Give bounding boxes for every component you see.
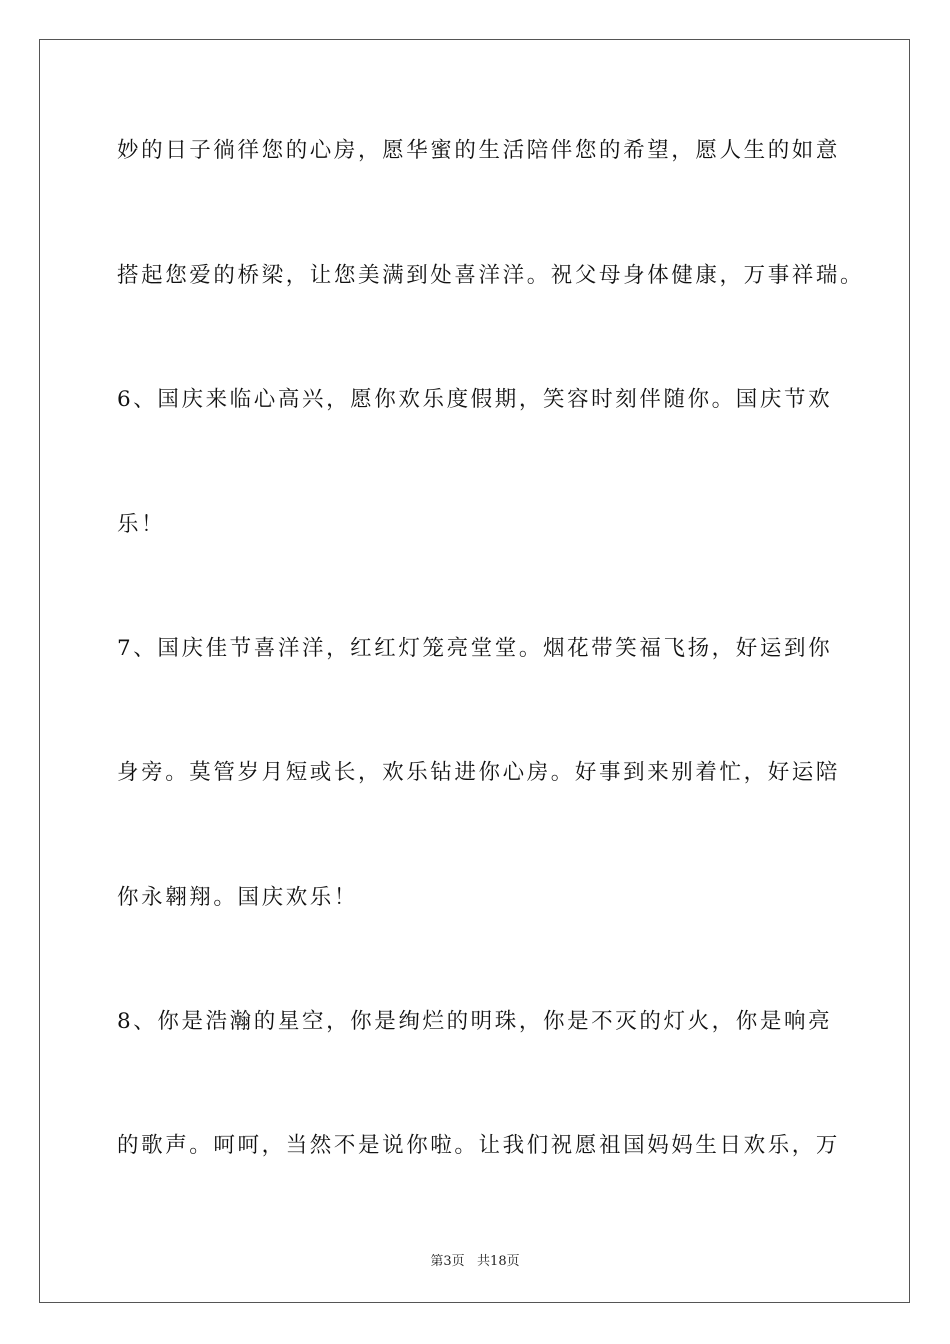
page-border <box>39 39 910 1303</box>
text-line-2: 搭起您爱的桥梁，让您美满到处喜洋洋。祝父母身体健康，万事祥瑞。 <box>117 263 865 288</box>
text-line-8: 8、你是浩瀚的星空，你是绚烂的明珠，你是不灭的灯火，你是响亮 <box>117 1009 833 1034</box>
text-line-1: 妙的日子徜徉您的心房，愿华蜜的生活陪伴您的希望，愿人生的如意 <box>117 138 841 163</box>
text-line-7: 你永翱翔。国庆欢乐！ <box>117 885 359 910</box>
text-line-5: 7、国庆佳节喜洋洋，红红灯笼亮堂堂。烟花带笑福飞扬，好运到你 <box>117 636 833 661</box>
text-line-9: 的歌声。呵呵，当然不是说你啦。让我们祝愿祖国妈妈生日欢乐，万 <box>117 1133 841 1158</box>
page-number-footer: 第3页 共18页 <box>430 1254 520 1269</box>
text-line-3: 6、国庆来临心高兴，愿你欢乐度假期，笑容时刻伴随你。国庆节欢 <box>117 387 833 412</box>
text-line-4: 乐！ <box>117 512 166 537</box>
text-line-6: 身旁。莫管岁月短或长，欢乐钻进你心房。好事到来别着忙，好运陪 <box>117 760 841 785</box>
